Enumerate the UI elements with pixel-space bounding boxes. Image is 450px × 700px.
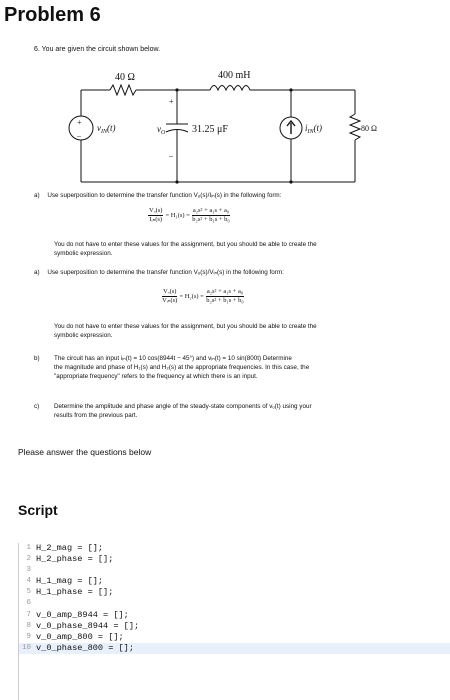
- part-a1-text: Use superposition to determine the transfer function Vₒ(s)/Iᵢₙ(s) in the following form:: [47, 192, 282, 199]
- line-number: 4: [26, 577, 31, 586]
- code-line[interactable]: [19, 598, 450, 609]
- part-c: c) Determine the amplitude and phase angle of the steady-state components of vₒ(t) using your results from the previous part.: [34, 403, 312, 419]
- code-text[interactable]: H_2_mag = [];: [36, 543, 104, 553]
- circuit-diagram: [65, 64, 375, 188]
- vo-plus-sign: +: [169, 97, 174, 106]
- code-text[interactable]: H_1_mag = [];: [36, 576, 104, 587]
- part-a2: [34, 268, 284, 277]
- inductor-label: 400 mH: [218, 70, 251, 81]
- line-number: 3: [26, 566, 31, 575]
- source-minus-sign: –: [77, 131, 81, 140]
- part-c-label: c): [34, 403, 40, 410]
- resistor-80-symbol: [350, 114, 360, 140]
- part-a2-note: You do not have to enter these values for the assignment, but you should be able to create the symbolic expression.: [54, 323, 317, 339]
- part-b: b) The circuit has an input iᵢₙ(t) = 10 cos(8944t − 45°) and vᵢₙ(t) = 10 sin(800t) Determine the magnitude and phase of H₁(s) and H₂(s) at the appropriate frequencies. In this case, the "appropriate frequency" refers to the frequency at which there is an input.: [34, 355, 310, 380]
- part-a2-text: Use superposition to determine the transfer function Vₒ(s)/Vᵢₙ(s) in the following form:: [47, 269, 284, 276]
- equation-h2: $\frac{\text{Vₒ(s)}}{\text{Vᵢₙ(s)}}$ = H₂(s) = $\frac{\text{a₂s² + a₁s + a₀}}{\text{b₂s² + b₁s + b₀}}$: [162, 288, 244, 304]
- equation-h1: $\frac{\text{Vₒ(s)}}{\text{Iᵢₙ(s)}}$ = H₁(s) = $\frac{\text{a₂s² + a₁s + a₀}}{\text{b₂s² + b₁s + b₀}}$: [149, 207, 230, 223]
- code-line[interactable]: [19, 554, 450, 565]
- resistor-40-symbol: [110, 85, 136, 95]
- line-number: 7: [26, 610, 31, 619]
- code-line[interactable]: [19, 610, 450, 621]
- resistor-40-label: 40 Ω: [115, 72, 135, 83]
- code-line[interactable]: [19, 565, 450, 576]
- code-text[interactable]: v_0_phase_8944 = [];: [36, 620, 140, 631]
- code-text[interactable]: v_0_phase_800 = [];: [36, 642, 134, 653]
- inductor-symbol: [210, 86, 250, 91]
- line-number: 1: [26, 544, 31, 552]
- capacitor-label: 31.25 μF: [192, 124, 228, 135]
- line-number: 8: [26, 621, 31, 630]
- code-editor[interactable]: [18, 543, 450, 700]
- vin-label: $v_{IN}(t)$: [97, 123, 116, 135]
- vo-label: $v_O$: [157, 124, 166, 136]
- page-title: Problem 6: [4, 4, 101, 26]
- part-a2-label: a): [34, 269, 40, 276]
- line-number: 5: [26, 588, 31, 597]
- line-number: 6: [26, 599, 31, 608]
- code-text[interactable]: H_2_phase = [];: [36, 554, 114, 565]
- code-line[interactable]: [19, 587, 450, 598]
- code-line[interactable]: [19, 576, 450, 587]
- part-a1: [34, 191, 281, 200]
- part-a1-note: You do not have to enter these values for the assignment, but you should be able to create the symbolic expression.: [54, 241, 317, 257]
- line-number: 9: [26, 632, 31, 641]
- code-line[interactable]: [19, 632, 450, 643]
- vo-minus-sign: –: [169, 151, 173, 160]
- line-number: 2: [26, 555, 31, 564]
- problem-intro: 6. You are given the circuit shown below.: [34, 46, 161, 53]
- code-text[interactable]: H_1_phase = [];: [36, 587, 114, 598]
- code-line[interactable]: [19, 621, 450, 632]
- script-heading: Script: [18, 502, 58, 518]
- code-line[interactable]: [19, 643, 450, 654]
- iin-label: $i_{IN}(t)$: [305, 123, 323, 135]
- code-text[interactable]: v_0_amp_800 = [];: [36, 631, 124, 642]
- resistor-80-label: 80 Ω: [361, 124, 377, 133]
- line-number: 10: [21, 643, 31, 652]
- part-a1-label: a): [34, 192, 40, 199]
- code-text[interactable]: v_0_amp_8944 = [];: [36, 609, 129, 620]
- source-plus-sign: +: [77, 118, 82, 127]
- part-b-label: b): [34, 355, 40, 362]
- code-line[interactable]: [19, 543, 450, 554]
- answer-prompt: Please answer the questions below: [18, 447, 152, 457]
